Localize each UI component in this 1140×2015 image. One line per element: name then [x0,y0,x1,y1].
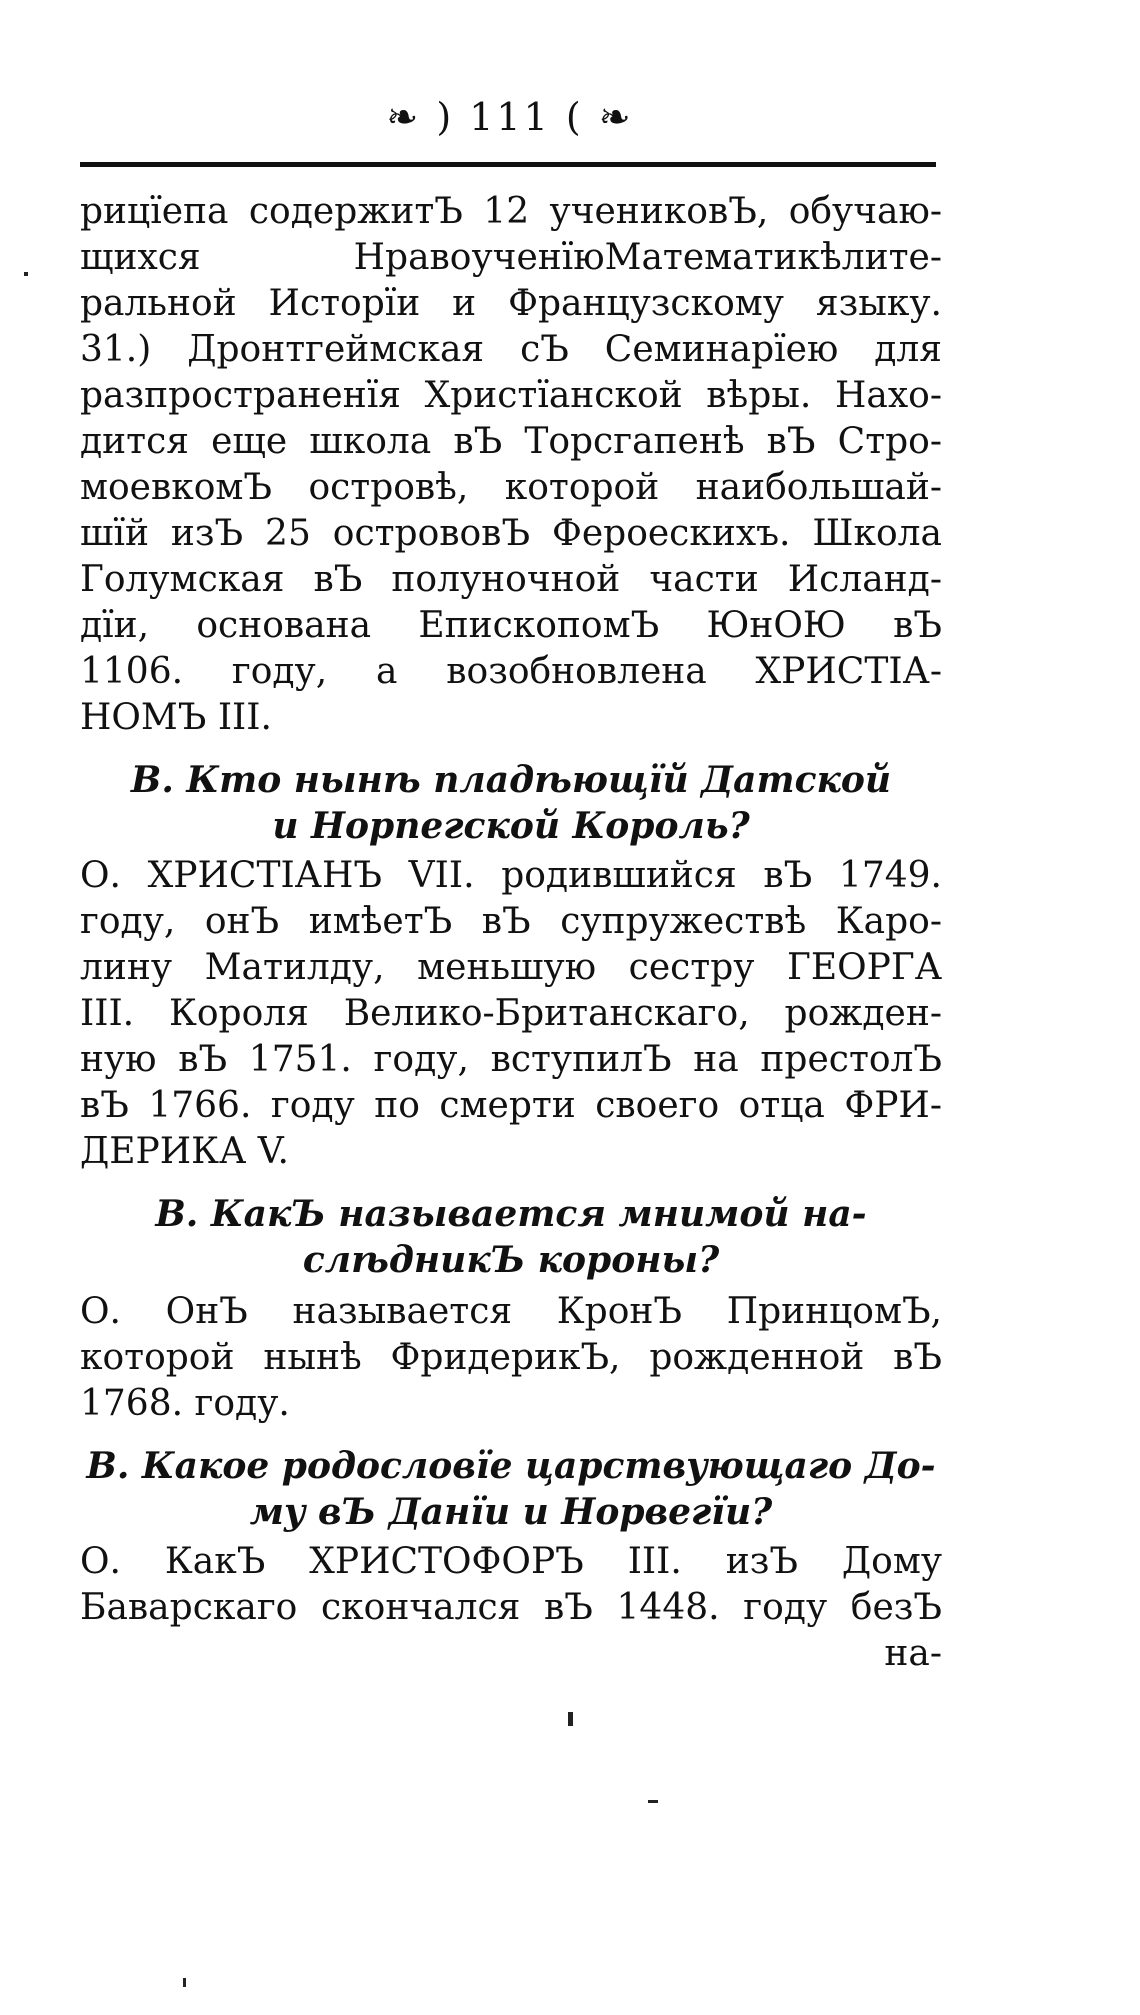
answer-line: лину Матилду, меньшую сестру ГЕОРГА [80,947,942,988]
scan-speck [568,1712,573,1726]
question-line: му вЪ Данїи и Норвегїи? [249,1491,773,1533]
catchword: на- [884,1633,942,1674]
text-line: дїи, основана ЕпископомЪ ЮнОЮ вЪ [80,605,942,646]
text-line: Голумская вЪ полуночной части Исланд- [80,559,942,600]
answer-line: О. КакЪ ХРИСТОФОРЪ III. изЪ Дому [80,1541,942,1582]
text-line: ральной Исторїи и Французскому языку. [80,283,942,324]
text-line: дится еще школа вЪ Торсгапенѣ вЪ Стро- [80,421,942,462]
answer-line: Баварскаго скончался вЪ 1448. году безЪ [80,1587,942,1628]
text-line: рицїепа содержитЪ 12 учениковЪ, обучаю- [80,191,942,232]
answer-line: О. ХРИСТІАНЪ VII. родившийся вЪ 1749. [80,855,942,896]
scan-speck [648,1800,658,1803]
question-line: слѣдникЪ короны? [302,1239,720,1281]
answer-line: III. Короля Велико-Британскаго, рожден- [80,993,942,1034]
question-line: и Норпегской Король? [272,805,750,847]
text-line: щихся НравоученїюМатематикѣлите- [80,237,942,278]
answer-line: ДЕРИКА V. [80,1131,289,1172]
answer-line: вЪ 1766. году по смерти своего отца ФРИ- [80,1085,942,1126]
text-line: шїй изЪ 25 острововЪ Фероескихъ. Школа [80,513,942,554]
answer-line: которой нынѣ ФридерикЪ, рожденной вЪ [80,1337,942,1378]
text-line: разпространенїя Христїанской вѣры. Нахо- [80,375,942,416]
header-rule [80,162,936,167]
text-line: 31.) Дронтгеймская сЪ Семинарїею для [80,329,942,370]
answer-line: 1768. году. [80,1383,290,1424]
page-header: ❧ ) 111 ( ❧ [386,95,634,139]
text-line: моевкомЪ островѣ, которой наибольшай- [80,467,942,508]
answer-line: ную вЪ 1751. году, вступилЪ на престолЪ [80,1039,942,1080]
question-line: В. Кто нынѣ пладѣющїй Датской [130,759,892,801]
question-line: В. КакЪ называется мнимой на- [155,1193,867,1235]
scan-speck [24,272,28,276]
question-line: В. Какое родословїе царствующаго До- [86,1445,936,1487]
scan-speck [183,1978,186,1987]
text-line: 1106. году, а возобновлена ХРИСТІА- [80,651,942,692]
text-line: НОМЪ III. [80,697,272,738]
answer-line: году, онЪ имѣетЪ вЪ супружествѣ Каро- [80,901,942,942]
answer-line: О. ОнЪ называется КронЪ ПринцомЪ, [80,1291,942,1332]
